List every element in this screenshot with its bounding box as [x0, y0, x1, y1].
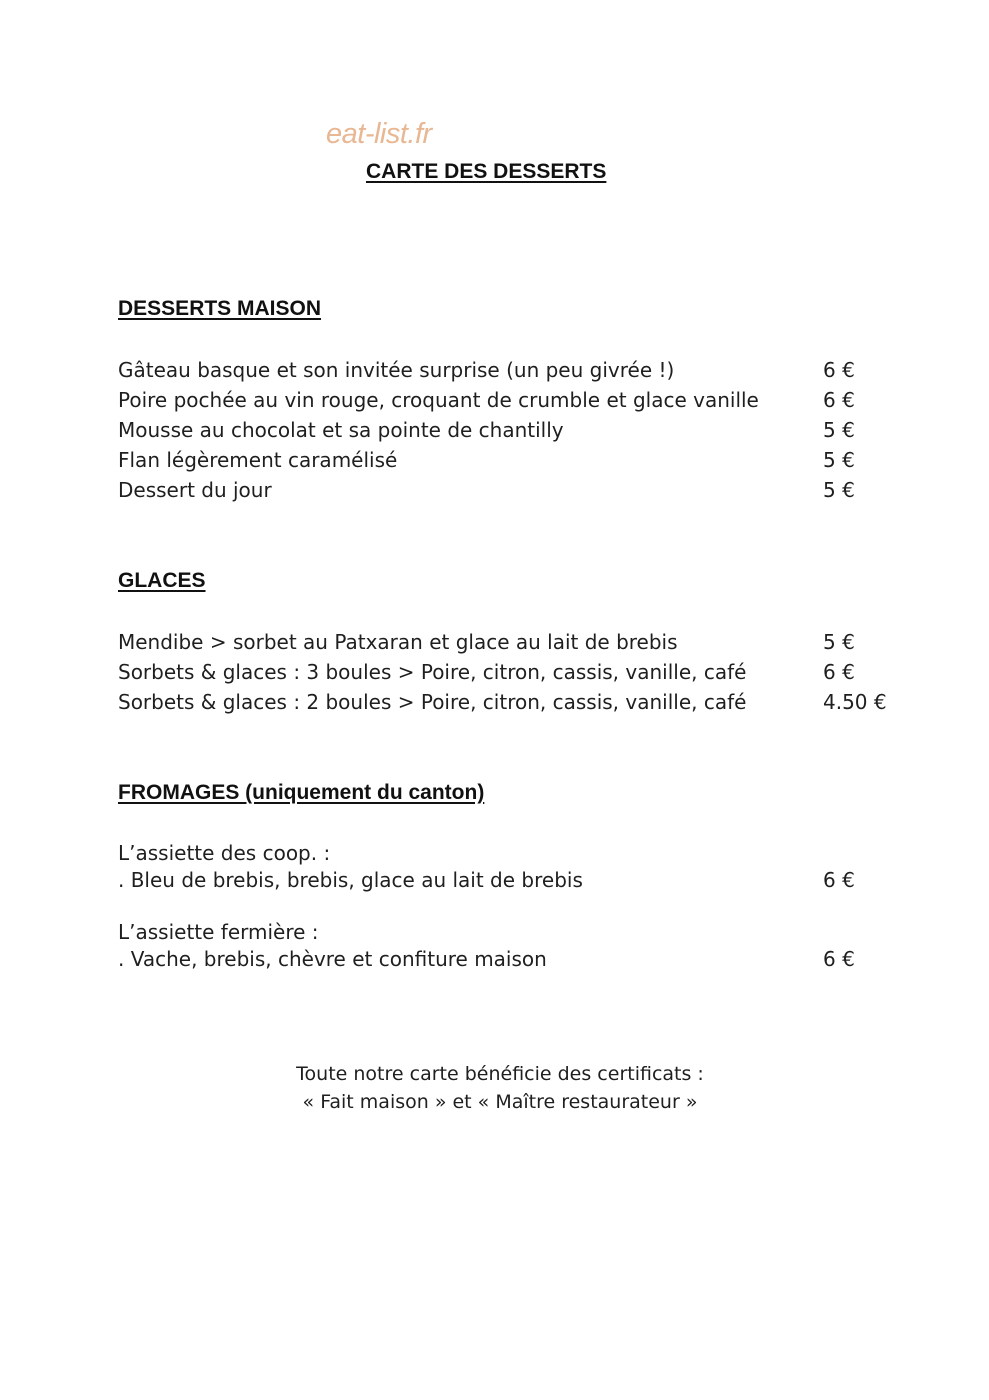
- menu-item-name: Dessert du jour: [118, 478, 272, 502]
- menu-item-name: Poire pochée au vin rouge, croquant de crumble et glace vanille: [118, 388, 759, 412]
- menu-item-price: 6 €: [823, 947, 855, 971]
- menu-item-name: . Bleu de brebis, brebis, glace au lait de brebis: [118, 868, 583, 892]
- menu-item-price: 5 €: [823, 630, 855, 654]
- menu-item-price: 6 €: [823, 660, 855, 684]
- menu-item-price: 5 €: [823, 418, 855, 442]
- page-title: CARTE DES DESSERTS: [366, 160, 607, 183]
- section-title-fromages: FROMAGES (uniquement du canton): [118, 781, 485, 804]
- section-title-desserts: DESSERTS MAISON: [118, 297, 322, 320]
- menu-item-price: 6 €: [823, 358, 855, 382]
- certificates-note: Toute notre carte bénéficie des certificats :: [296, 1063, 704, 1085]
- certificates-list: « Fait maison » et « Maître restaurateur »: [302, 1091, 698, 1113]
- menu-item-name: . Vache, brebis, chèvre et confiture maison: [118, 947, 547, 971]
- menu-item-name: Flan légèrement caramélisé: [118, 448, 398, 472]
- menu-item-price: 4.50 €: [823, 690, 887, 714]
- menu-item-price: 6 €: [823, 388, 855, 412]
- menu-item-name: Sorbets & glaces : 3 boules > Poire, citron, cassis, vanille, café: [118, 660, 747, 684]
- menu-item-name: Mendibe > sorbet au Patxaran et glace au lait de brebis: [118, 630, 678, 654]
- section-title-glaces: GLACES: [118, 569, 206, 592]
- menu-item-price: 5 €: [823, 478, 855, 502]
- menu-item-price: 5 €: [823, 448, 855, 472]
- menu-item-name: Mousse au chocolat et sa pointe de chantilly: [118, 418, 564, 442]
- watermark-logo: eat-list.fr: [326, 118, 432, 150]
- menu-item-name: Sorbets & glaces : 2 boules > Poire, citron, cassis, vanille, café: [118, 690, 747, 714]
- menu-item-label: L’assiette des coop. :: [118, 841, 331, 865]
- menu-item-label: L’assiette fermière :: [118, 920, 319, 944]
- menu-item-name: Gâteau basque et son invitée surprise (un peu givrée !): [118, 358, 675, 382]
- menu-item-price: 6 €: [823, 868, 855, 892]
